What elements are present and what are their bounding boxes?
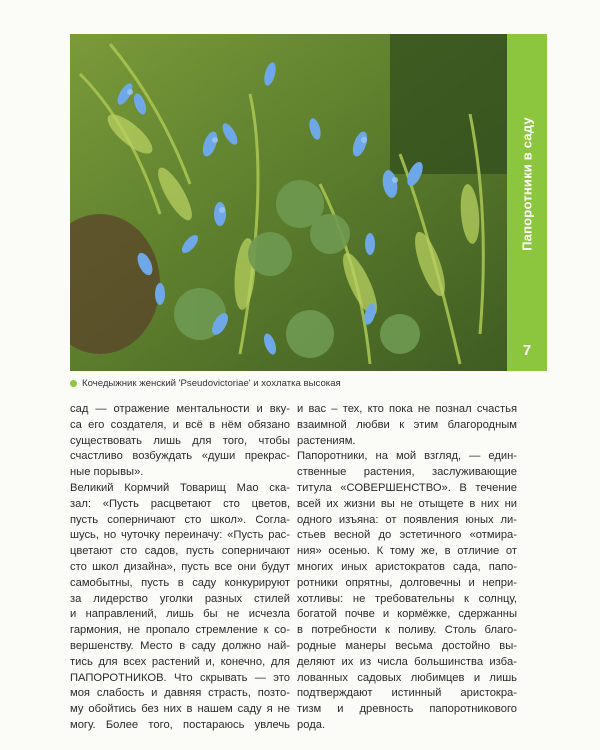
text-line: сто школ дизайна», пусть все они будут — [70, 560, 290, 573]
text-line: са его создателя, и всё в нём обязано — [70, 418, 290, 431]
photo-caption — [70, 378, 507, 389]
caption-text: Кочедыжник женский 'Pseudovictoriae' и хохлатка высокая — [82, 378, 341, 389]
page-number: 7 — [522, 342, 532, 359]
text-line: могу. Более того, постараюсь увлечь — [70, 718, 290, 731]
text-line: и направлений, лишь бы не исчезла — [70, 608, 290, 621]
text-line: титула «СОВЕРШЕНСТВО». В течение — [297, 481, 517, 494]
text-line: ПАПОРОТНИКОВ. Что скрывать — это — [70, 671, 290, 684]
text-line: вершенству. Место в саду должно най- — [70, 639, 290, 652]
text-line: моя слабость и давняя страсть, позто- — [70, 687, 290, 700]
text-line: всей их жизни вы не отыщете в них ни — [297, 497, 517, 510]
text-line: стьев весной до эстетичного «отмира- — [297, 529, 517, 542]
text-line: родные манеры весьма достойно вы- — [297, 639, 517, 652]
text-line: счастливо возбуждать «души прекрас- — [70, 450, 290, 463]
text-line: Папоротники, на мой взгляд, — един- — [297, 450, 517, 463]
text-line: существовать лишь для того, чтобы — [70, 434, 290, 447]
text-line: зал: «Пусть расцветают сто цветов, — [70, 497, 290, 510]
text-line: тись для всех растений и, конечно, для — [70, 655, 290, 668]
text-line: рода. — [297, 718, 326, 731]
text-line: одного изъяна: от появления юных ли- — [297, 513, 517, 526]
text-line: ные порывы». — [70, 466, 144, 479]
text-line: растениям. — [297, 434, 356, 447]
photo-illustration — [70, 34, 507, 371]
text-line: му обойтись без них в нашем саду я не — [70, 703, 290, 716]
right-column — [297, 402, 517, 734]
text-line: гармония, не пропало стремление к со- — [70, 624, 290, 637]
section-title: Папоротники в саду — [519, 117, 535, 251]
text-line: шусь, но чуточку переиначу: «Пусть рас- — [70, 529, 290, 542]
garden-photo — [70, 34, 507, 371]
text-line: Великий Кормчий Товарищ Мао ска- — [70, 481, 290, 494]
text-line: ственные растения, заслуживающие — [297, 466, 517, 479]
text-line: деляют их из числа большинства избa- — [297, 655, 517, 668]
text-line: ротники опрятны, долговечны и непри- — [297, 576, 517, 589]
text-line: и вас – тех, кто пока не познал счастья — [297, 403, 517, 415]
text-line: сад — отражение ментальности и вку- — [70, 403, 290, 415]
text-line: многих иных аристократов сада, папо- — [297, 560, 517, 573]
text-line: тизм и древность папоротникового — [297, 703, 517, 716]
text-line: хотливы: не требовательны к солнцу, — [297, 592, 517, 605]
text-line: самобытны, пусть в саду конкурируют — [70, 576, 290, 589]
text-line: цветают сто садов, пусть соперничают — [70, 545, 290, 558]
text-line: за лидерство уголки разных стилей — [70, 592, 290, 605]
text-line: в потребности к поливу. Столь благо- — [297, 624, 517, 637]
text-line: подтверждают истинный аристокра- — [297, 687, 517, 700]
text-line: взаимной любви к этим благородным — [297, 418, 517, 431]
bullet-dot-icon — [70, 380, 77, 387]
text-line: богатой почве и кормёжке, сдержанны — [297, 608, 517, 621]
left-column — [70, 402, 290, 734]
text-line: пусть соперничают сто школ». Согла- — [70, 513, 290, 526]
section-tab — [507, 34, 547, 371]
text-line: ния» осенью. К тому же, в отличие от — [297, 545, 517, 558]
text-line: лованных садовых любимцев и лишь — [297, 671, 517, 684]
